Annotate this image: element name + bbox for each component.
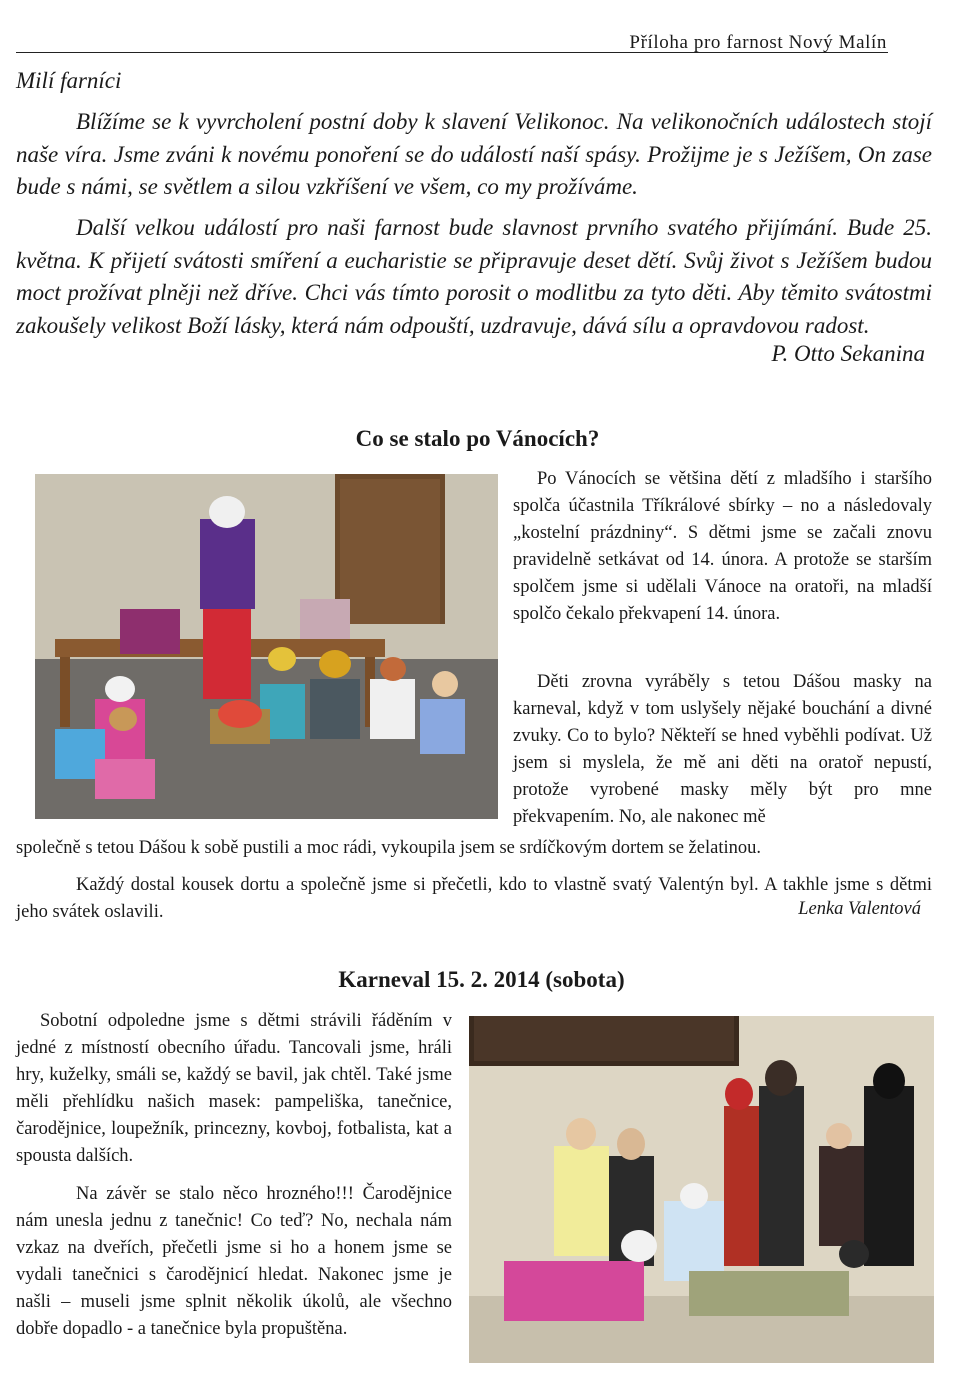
article1-paragraph-2: Děti zrovna vyráběly s tetou Dášou masky na karneval, když v tom uslyšely nějaké bouchání a divné zvuky. Co to bylo? Někteří se hned vyběhli podívat. Už jsem si myslela, že mě ani děti na oratoř nepustí, protože vyrobené masky měly být pro mne překvapením. No, ale nakonec mě — [513, 672, 932, 827]
article1-paragraph-3: společně s tetou Dášou k sobě pustili a moc rádi, vykoupila jsem se srdíčkovým dortem se želatinou. — [16, 838, 761, 858]
article1-paragraph-4: Každý dostal kousek dortu a společně jsme si přečetli, kdo to vlastně svatý Valentýn byl. A takhle jsme s dětmi jeho svátek oslavili. — [16, 875, 932, 922]
article1-paragraph-1: Po Vánocích se většina dětí z mladšího i staršího spolča účastnila Tříkrálové sbírky – no a následovaly „kostelní prázdniny“. S dětmi jsme se začali znovu pravidelně setkávat od 14. února. A protože se starším spolčem jsme si udělali Vánoce na oratoři, na mladší spolčo čekalo překvapení 14. února. — [513, 469, 932, 624]
photo-carnival-costumes — [469, 1016, 934, 1363]
article1-title: Co se stalo po Vánocích? — [355, 426, 600, 451]
intro-paragraph-1: Blížíme se k vyvrcholení postní doby k slavení Velikonoc. Na velikonočních událostech stojí naše víra. Jsme zváni k novému ponoření se do událostí naší spásy. Prožijme je s Ježíšem, On zase bude s námi, se světlem a silou vzkříšení ve všem, co my prožíváme. — [16, 109, 932, 199]
intro-paragraph-2: Další velkou událostí pro naši farnost bude slavnost prvního svatého přijímání. Bude 25. května. K přijetí svátosti smíření a eucharistie se připravuje deset dětí. Svůj život s Ježíšem budou moct prožívat plněji než dříve. Chci vás tímto porosit o modlitbu za tyto děti. Aby těmito svátostmi zakoušely velikost Boží lásky, která nám odpouští, uzdravuje, dává sílu a opravdovou radost. — [16, 215, 932, 338]
header-text: Příloha pro farnost Nový Malín — [629, 32, 887, 53]
article1-signature: Lenka Valentová — [798, 899, 921, 919]
article2-paragraph-1: Sobotní odpoledne jsme s dětmi strávili řáděním v jedné z místností obecního úřadu. Tancovali jsme, hráli hry, kuželky, smáli se, každý se bavil, jak chtěl. Také jsme měli přehlídku našich masek: pampeliška, tanečnice, čarodějnice, loupežník, princezny, kovboj, fotbalista, kat a spousta dalších. — [16, 1011, 452, 1166]
article2-title: Karneval 15. 2. 2014 (sobota) — [338, 967, 625, 992]
header-rule — [16, 52, 888, 53]
photo-children-masks — [35, 474, 498, 819]
article2-paragraph-2: Na závěr se stalo něco hrozného!!! Čarodějnice nám unesla jednu z tanečnic! Co teď? No, nechala nám vzkaz na dveřích, přečetli jsme si ho a honem jsme se vydali tanečnici s čarodějnicí hledat. Nakonec jsme je našli – museli jsme splnit několik úkolů, ale všechno dobře dopadlo - a tanečnice byla propuštěna. — [16, 1184, 452, 1339]
intro-signature: P. Otto Sekanina — [771, 341, 925, 366]
greeting: Milí farníci — [16, 68, 122, 93]
